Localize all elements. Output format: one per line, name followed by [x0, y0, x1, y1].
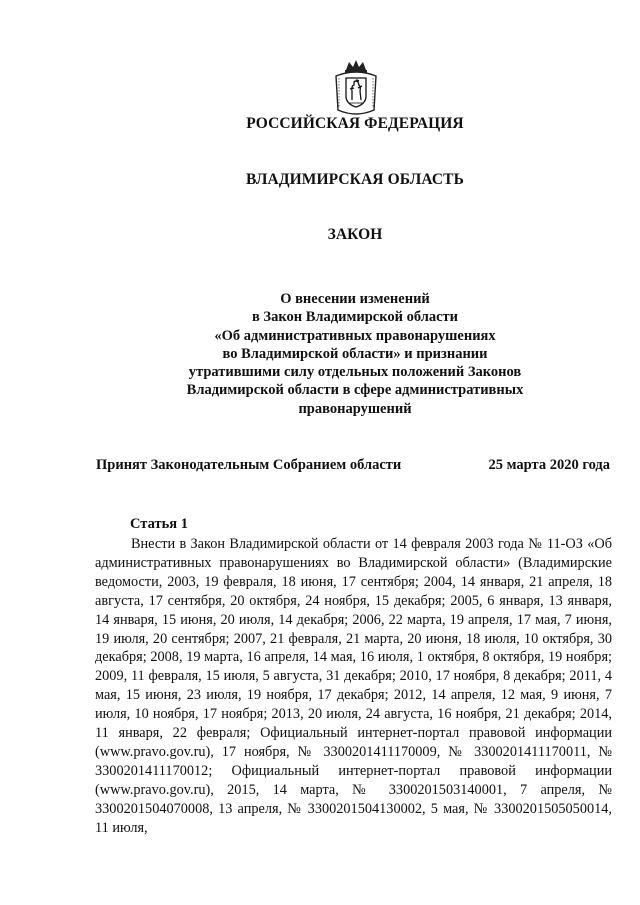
- law-title-line: правонарушений: [298, 400, 412, 417]
- adoption-line: [96, 457, 610, 474]
- law-title-line: в Закон Владимирской области: [251, 309, 459, 326]
- law-title-line: «Об административных правонарушениях: [214, 327, 496, 344]
- article-body: [95, 535, 612, 838]
- law-title-line: утратившими силу отдельных положений Законов: [188, 364, 522, 381]
- article-paragraph: Внести в Закон Владимирской области от 14 февраля 2003 года № 11-ОЗ «Об административных правонарушениях во Владимирской области» (Владимирские ведомости, 2003, 19 февраля, 18 июня, 17 сентября; 2004, 14 января, 21 апреля, 18 августа, 17 сентября, 20 октября, 24 ноября, 15 декабря; 2005, 6 января, 13 января, 14 января, 15 июня, 20 июля, 14 декабря; 2006, 22 марта, 19 апреля, 17 мая, 7 июня, 19 июля, 20 сентября; 2007, 21 февраля, 21 марта, 20 июня, 18 июля, 10 октября, 30 декабря; 2008, 19 марта, 16 апреля, 14 мая, 16 июля, 1 октября, 8 октября, 19 ноября; 2009, 11 февраля, 15 июля, 5 августа, 31 декабря; 2010, 17 ноября, 8 декабря; 2011, 4 мая, 15 июня, 23 июля, 19 ноября, 17 декабря; 2012, 14 апреля, 12 мая, 9 июня, 7 июля, 10 ноября, 17 ноября; 2013, 20 июля, 24 августа, 16 ноября, 21 декабря; 2014, 11 января, 22 февраля; Официальный интернет-портал правовой информации (www.pravo.gov.ru), 17 ноября, № 3300201411170009, № 3300201411170011, № 3300201411170012; Официальный интернет-портал правовой информации (www.pravo.gov.ru), 2015, 14 марта, № 3300201503140001, 7 апреля, № 3300201504070008, 13 апреля, № 3300201504130002, 5 мая, № 3300201505050014, 11 июля,: [95, 536, 612, 836]
- country-heading: РОССИЙСКАЯ ФЕДЕРАЦИЯ: [246, 115, 464, 132]
- document-type-heading: ЗАКОН: [327, 226, 383, 243]
- article-heading: Статья 1: [130, 516, 188, 532]
- adoption-date: 25 марта 2020 года: [488, 457, 610, 473]
- region-heading: ВЛАДИМИРСКАЯ ОБЛАСТЬ: [246, 171, 464, 188]
- adoption-label: Принят Законодательным Собранием области: [96, 457, 402, 473]
- law-title-line: Владимирской области в сфере административных: [186, 382, 524, 399]
- law-title: [150, 290, 560, 418]
- coat-of-arms-icon: [330, 58, 382, 118]
- law-title-line: во Владимирской области» и признании: [222, 345, 488, 362]
- law-title-line: О внесении изменений: [280, 291, 430, 307]
